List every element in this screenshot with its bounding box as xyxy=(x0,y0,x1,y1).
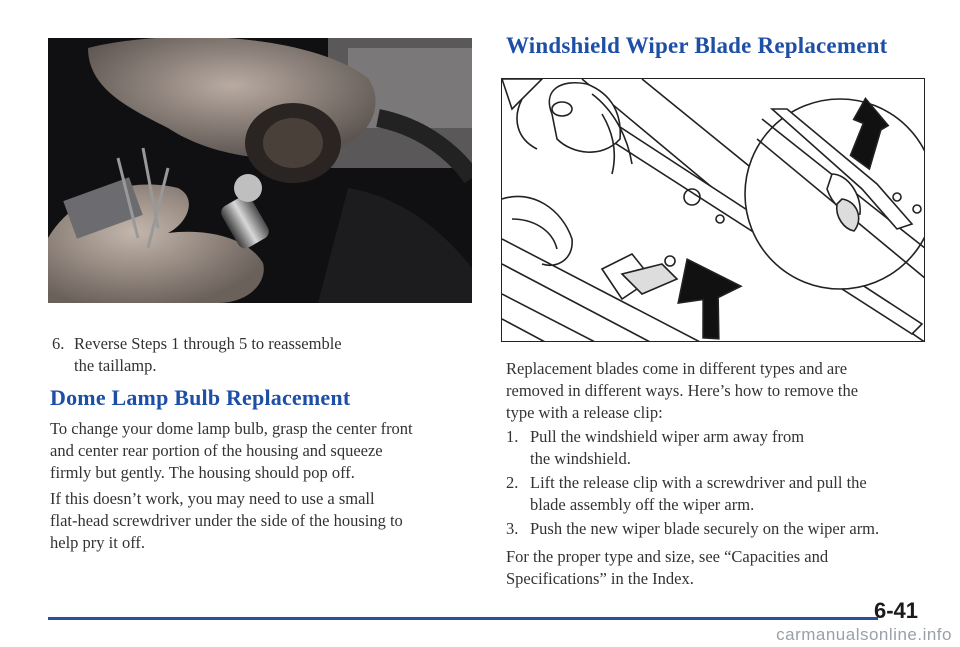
taillamp-bulb-photo xyxy=(48,38,472,303)
text-line: To change your dome lamp bulb, grasp the center front xyxy=(50,419,413,438)
wiper-step-1 xyxy=(506,426,926,470)
text-line: firmly but gently. The housing should pop off. xyxy=(50,463,355,482)
step-text-line2: blade assembly off the wiper arm. xyxy=(530,495,755,514)
text-line: If this doesn’t work, you may need to use a small xyxy=(50,489,375,508)
dome-lamp-heading: Dome Lamp Bulb Replacement xyxy=(50,385,351,410)
step-text-line1: Pull the windshield wiper arm away from xyxy=(530,427,805,446)
step-6 xyxy=(52,333,452,377)
text-line: Specifications” in the Index. xyxy=(506,569,694,588)
text-line: For the proper type and size, see “Capacities and xyxy=(506,547,829,566)
text-line: and center rear portion of the housing and squeeze xyxy=(50,441,383,460)
watermark: carmanualsonline.info xyxy=(776,625,952,644)
text-line: help pry it off. xyxy=(50,533,146,552)
text-line: type with a release clip: xyxy=(506,403,663,422)
footer-rule xyxy=(48,617,878,620)
step-number: 3. xyxy=(506,519,519,538)
wiper-step-2 xyxy=(506,472,926,516)
wiper-blade-heading: Windshield Wiper Blade Replacement xyxy=(506,33,888,58)
text-line: Replacement blades come in different types and are xyxy=(506,359,848,378)
page-number: 6-41 xyxy=(873,598,918,623)
step-text-line1: Reverse Steps 1 through 5 to reassemble xyxy=(74,334,342,353)
wiper-intro-paragraph xyxy=(506,358,926,424)
wiper-outro-paragraph xyxy=(506,546,926,590)
step-text-line2: the windshield. xyxy=(530,449,631,468)
wiper-step-3 xyxy=(506,518,926,540)
wiper-blade-illustration xyxy=(501,78,925,342)
step-text-line1: Push the new wiper blade securely on the wiper arm. xyxy=(530,519,880,538)
step-number: 2. xyxy=(506,473,519,492)
dome-lamp-paragraph-2 xyxy=(50,488,470,554)
text-line: flat-head screwdriver under the side of the housing to xyxy=(50,511,403,530)
step-number: 6. xyxy=(52,334,65,353)
step-text-line2: the taillamp. xyxy=(74,356,157,375)
step-text-line1: Lift the release clip with a screwdriver and pull the xyxy=(530,473,867,492)
step-number: 1. xyxy=(506,427,519,446)
text-line: removed in different ways. Here’s how to remove the xyxy=(506,381,859,400)
dome-lamp-paragraph-1 xyxy=(50,418,470,484)
